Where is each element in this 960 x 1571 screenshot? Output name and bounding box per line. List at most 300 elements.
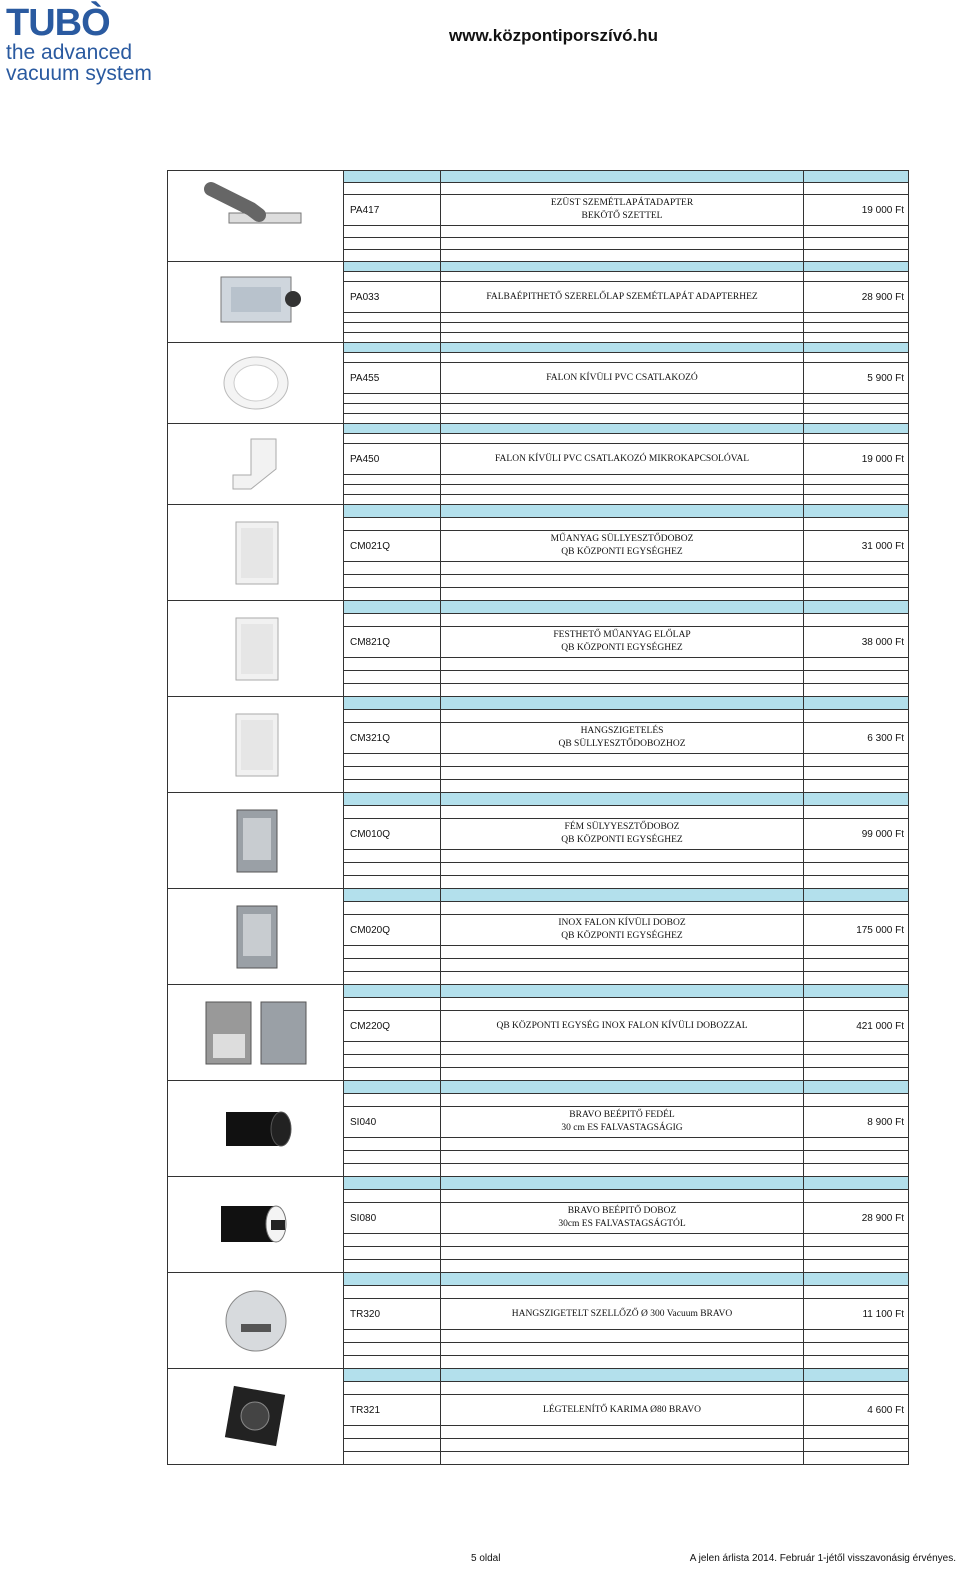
product-code: CM021Q <box>350 540 391 552</box>
product-code-cell <box>344 171 441 183</box>
logo-brand: TUBÒ <box>6 2 110 44</box>
product-code-cell <box>344 902 441 915</box>
product-code-cell <box>344 495 441 505</box>
product-name-cell <box>441 806 804 819</box>
product-name-cell <box>441 915 804 946</box>
product-name-line-1: HANGSZIGETELT SZELLŐZŐ Ø 300 Vacuum BRAVO <box>511 1308 733 1319</box>
product-name-cell <box>441 238 804 250</box>
product-name-line-2: QB KÖZPONTI EGYSÉGHEZ <box>561 547 683 557</box>
product-code-cell <box>344 819 441 850</box>
product-name-cell <box>441 1138 804 1151</box>
product-code-cell <box>344 1107 441 1138</box>
product-price-cell <box>804 1011 909 1042</box>
product-code-cell <box>344 1299 441 1330</box>
product-name-cell <box>441 394 804 404</box>
product-photo-icon <box>201 614 311 684</box>
product-name-line-1: FALON KÍVÜLI PVC CSATLAKOZÓ MIKROKAPCSOLÓVAL <box>494 453 750 464</box>
page-number: 5 oldal <box>471 1553 501 1564</box>
product-name-line-1: FESTHETŐ MŰANYAG ELŐLAP <box>553 630 691 640</box>
product-image <box>168 1081 344 1177</box>
product-name-cell <box>441 902 804 915</box>
product-code: SI080 <box>350 1212 377 1224</box>
product-price: 11 100 Ft <box>862 1308 904 1320</box>
product-name-cell <box>441 363 804 394</box>
product-code-cell <box>344 1094 441 1107</box>
product-price-cell <box>804 444 909 475</box>
product-code-cell <box>344 684 441 697</box>
product-image <box>168 171 344 262</box>
product-name-line-1: EZÜST SZEMÉTLAPÁTADAPTER <box>550 198 694 208</box>
product-image <box>168 424 344 505</box>
product-code-cell <box>344 226 441 238</box>
product-name-cell <box>441 575 804 588</box>
product-name-cell <box>441 1190 804 1203</box>
product-code-cell <box>344 1286 441 1299</box>
product-name-cell <box>441 710 804 723</box>
product-name-cell <box>441 1299 804 1330</box>
product-price-cell <box>804 723 909 754</box>
product-price-cell <box>804 195 909 226</box>
product-price-cell <box>804 658 909 671</box>
product-name-cell <box>441 767 804 780</box>
product-code-cell <box>344 1203 441 1234</box>
logo <box>6 4 156 94</box>
product-price-cell <box>804 1299 909 1330</box>
product-name-cell <box>441 485 804 495</box>
product-code-cell <box>344 1011 441 1042</box>
product-price-cell <box>804 353 909 363</box>
product-code-cell <box>344 363 441 394</box>
product-name-cell <box>441 754 804 767</box>
product-price-cell <box>804 588 909 601</box>
product-code-cell <box>344 1356 441 1369</box>
product-price-cell <box>804 363 909 394</box>
product-price-cell <box>804 1190 909 1203</box>
product-code-cell <box>344 333 441 343</box>
product-price-cell <box>804 404 909 414</box>
product-code: SI040 <box>350 1116 377 1128</box>
product-price-cell <box>804 475 909 485</box>
product-code-cell <box>344 343 441 353</box>
product-price-cell <box>804 671 909 684</box>
product-price-cell <box>804 1042 909 1055</box>
product-name-cell <box>441 226 804 238</box>
product-name-cell <box>441 250 804 262</box>
product-code-cell <box>344 658 441 671</box>
product-name-cell <box>441 985 804 998</box>
product-price: 5 900 Ft <box>867 372 904 384</box>
product-price: 8 900 Ft <box>867 1116 904 1128</box>
product-image <box>168 697 344 793</box>
product-name-cell <box>441 475 804 485</box>
product-image <box>168 505 344 601</box>
product-name-line-2: QB KÖZPONTI EGYSÉGHEZ <box>561 931 683 941</box>
product-code-cell <box>344 1369 441 1382</box>
product-name-cell <box>441 183 804 195</box>
product-code-cell <box>344 518 441 531</box>
product-name-cell <box>441 601 804 614</box>
product-name-cell <box>441 171 804 183</box>
product-price-cell <box>804 531 909 562</box>
product-code: PA455 <box>350 372 380 384</box>
product-price-cell <box>804 272 909 282</box>
product-name-cell <box>441 1107 804 1138</box>
product-code-cell <box>344 394 441 404</box>
product-photo-icon <box>201 348 311 418</box>
product-name-cell <box>441 313 804 323</box>
product-code-cell <box>344 1081 441 1094</box>
product-photo-icon <box>201 998 311 1068</box>
product-price-cell <box>804 972 909 985</box>
product-price-cell <box>804 1234 909 1247</box>
table-row <box>168 171 909 183</box>
table-row <box>168 601 909 614</box>
product-price-cell <box>804 250 909 262</box>
product-price-cell <box>804 518 909 531</box>
product-price: 6 300 Ft <box>867 732 904 744</box>
product-price-cell <box>804 424 909 434</box>
product-price-cell <box>804 806 909 819</box>
table-row <box>168 1369 909 1382</box>
product-price-cell <box>804 1356 909 1369</box>
product-photo-icon <box>201 710 311 780</box>
product-name-cell <box>441 1452 804 1465</box>
product-code-cell <box>344 313 441 323</box>
product-name-cell <box>441 1068 804 1081</box>
product-code: PA033 <box>350 291 380 303</box>
product-name-cell <box>441 1247 804 1260</box>
product-code: CM321Q <box>350 732 391 744</box>
product-code-cell <box>344 972 441 985</box>
product-price-cell <box>804 1273 909 1286</box>
product-code-cell <box>344 272 441 282</box>
product-code: PA450 <box>350 453 380 465</box>
product-price-cell <box>804 282 909 313</box>
product-photo-icon <box>201 181 311 251</box>
product-code-cell <box>344 575 441 588</box>
product-price-cell <box>804 1286 909 1299</box>
product-price-cell <box>804 1369 909 1382</box>
table-row <box>168 343 909 353</box>
product-name-cell <box>441 404 804 414</box>
product-code-cell <box>344 806 441 819</box>
product-name-cell <box>441 1203 804 1234</box>
product-code-cell <box>344 1452 441 1465</box>
product-name-cell <box>441 1426 804 1439</box>
product-price-cell <box>804 183 909 195</box>
product-photo-icon <box>201 806 311 876</box>
product-image <box>168 1273 344 1369</box>
product-code: CM010Q <box>350 828 391 840</box>
product-name-cell <box>441 444 804 475</box>
product-name-line-1: FÉM SÜLYYESZTŐDOBOZ <box>564 822 680 832</box>
product-code-cell <box>344 710 441 723</box>
product-code-cell <box>344 444 441 475</box>
product-name-cell <box>441 1356 804 1369</box>
product-code-cell <box>344 323 441 333</box>
product-code: CM020Q <box>350 924 391 936</box>
product-code-cell <box>344 353 441 363</box>
website-url: www.központiporszívó.hu <box>449 26 659 45</box>
product-price-cell <box>804 171 909 183</box>
product-name-cell <box>441 323 804 333</box>
product-price-cell <box>804 1343 909 1356</box>
table-row <box>168 505 909 518</box>
product-price-cell <box>804 697 909 710</box>
product-image <box>168 1369 344 1465</box>
product-name-cell <box>441 1094 804 1107</box>
product-code-cell <box>344 588 441 601</box>
product-price-cell <box>804 562 909 575</box>
product-photo-icon <box>201 1382 311 1452</box>
product-code-cell <box>344 754 441 767</box>
product-price-cell <box>804 1439 909 1452</box>
table-row <box>168 793 909 806</box>
table-row <box>168 985 909 998</box>
product-price: 175 000 Ft <box>856 924 904 936</box>
table-row <box>168 1081 909 1094</box>
product-code-cell <box>344 1138 441 1151</box>
product-name-cell <box>441 195 804 226</box>
product-price-cell <box>804 946 909 959</box>
product-name-line-2: 30 cm ES FALVASTAGSÁGIG <box>561 1123 683 1133</box>
product-code-cell <box>344 1177 441 1190</box>
product-price-cell <box>804 1395 909 1426</box>
product-name-cell <box>441 272 804 282</box>
product-price-cell <box>804 902 909 915</box>
product-name-cell <box>441 1273 804 1286</box>
product-name-cell <box>441 684 804 697</box>
product-price-cell <box>804 485 909 495</box>
product-price-cell <box>804 876 909 889</box>
product-price-cell <box>804 998 909 1011</box>
product-name-cell <box>441 531 804 562</box>
product-code-cell <box>344 485 441 495</box>
product-photo-icon <box>201 1286 311 1356</box>
product-code-cell <box>344 876 441 889</box>
product-name-line-1: BRAVO BEÉPITŐ FEDÉL <box>569 1110 675 1120</box>
product-name-line-2: BEKÖTŐ SZETTEL <box>581 211 663 221</box>
product-name-cell <box>441 1369 804 1382</box>
product-price-cell <box>804 850 909 863</box>
product-code-cell <box>344 1164 441 1177</box>
product-name-cell <box>441 414 804 424</box>
product-price-cell <box>804 1203 909 1234</box>
product-name-line-1: QB KÖZPONTI EGYSÉG INOX FALON KÍVÜLI DOBOZZAL <box>496 1020 748 1031</box>
product-name-cell <box>441 1042 804 1055</box>
product-name-cell <box>441 946 804 959</box>
product-name-cell <box>441 863 804 876</box>
product-price-cell <box>804 333 909 343</box>
product-image <box>168 793 344 889</box>
product-image <box>168 889 344 985</box>
product-name-line-2: QB SÜLLYESZTŐDOBOZHOZ <box>558 739 686 749</box>
product-name-cell <box>441 282 804 313</box>
product-code-cell <box>344 1055 441 1068</box>
product-code-cell <box>344 183 441 195</box>
logo-tagline-2: vacuum system <box>6 62 152 85</box>
product-price-cell <box>804 1452 909 1465</box>
product-code: CM821Q <box>350 636 391 648</box>
logo-tagline-1: the advanced <box>6 41 133 64</box>
product-price-cell <box>804 793 909 806</box>
product-name-cell <box>441 1234 804 1247</box>
product-price-cell <box>804 1426 909 1439</box>
product-price-cell <box>804 915 909 946</box>
product-code-cell <box>344 1260 441 1273</box>
product-price-cell <box>804 1177 909 1190</box>
product-code-cell <box>344 863 441 876</box>
product-photo-icon <box>201 267 311 337</box>
product-name-cell <box>441 1260 804 1273</box>
product-code-cell <box>344 1273 441 1286</box>
product-name-cell <box>441 343 804 353</box>
product-image <box>168 262 344 343</box>
product-name-cell <box>441 627 804 658</box>
product-code-cell <box>344 767 441 780</box>
table-row <box>168 262 909 272</box>
product-name-cell <box>441 424 804 434</box>
product-name-cell <box>441 889 804 902</box>
product-price-cell <box>804 754 909 767</box>
product-photo-icon <box>201 1190 311 1260</box>
product-code-cell <box>344 1439 441 1452</box>
product-price-cell <box>804 1138 909 1151</box>
product-code-cell <box>344 985 441 998</box>
product-name-cell <box>441 819 804 850</box>
product-code-cell <box>344 414 441 424</box>
product-table <box>167 170 909 1465</box>
product-name-cell <box>441 518 804 531</box>
product-photo-icon <box>201 429 311 499</box>
product-code-cell <box>344 404 441 414</box>
product-image <box>168 985 344 1081</box>
product-price-cell <box>804 710 909 723</box>
product-price-cell <box>804 226 909 238</box>
product-code-cell <box>344 195 441 226</box>
product-price-cell <box>804 614 909 627</box>
product-name-cell <box>441 658 804 671</box>
product-code-cell <box>344 793 441 806</box>
product-code-cell <box>344 1151 441 1164</box>
product-price-cell <box>804 1055 909 1068</box>
product-name-cell <box>441 1011 804 1042</box>
product-image <box>168 343 344 424</box>
product-price-cell <box>804 394 909 404</box>
product-code-cell <box>344 1426 441 1439</box>
product-price: 28 900 Ft <box>861 291 904 303</box>
product-code-cell <box>344 1068 441 1081</box>
product-photo-icon <box>201 1094 311 1164</box>
product-code-cell <box>344 697 441 710</box>
product-name-line-1: HANGSZIGETELÉS <box>580 726 664 736</box>
product-price-cell <box>804 414 909 424</box>
product-code-cell <box>344 250 441 262</box>
product-price-cell <box>804 819 909 850</box>
product-name-cell <box>441 353 804 363</box>
product-price-cell <box>804 495 909 505</box>
product-price-cell <box>804 889 909 902</box>
table-row <box>168 1273 909 1286</box>
product-name-cell <box>441 998 804 1011</box>
product-code-cell <box>344 424 441 434</box>
product-name-cell <box>441 972 804 985</box>
product-name-cell <box>441 876 804 889</box>
product-price-cell <box>804 959 909 972</box>
table-row <box>168 424 909 434</box>
product-name-line-1: LÉGTELENÍTŐ KARIMA Ø80 BRAVO <box>543 1404 701 1415</box>
product-name-cell <box>441 495 804 505</box>
product-price-cell <box>804 985 909 998</box>
product-code-cell <box>344 1042 441 1055</box>
table-row <box>168 1177 909 1190</box>
product-price: 38 000 Ft <box>861 636 904 648</box>
product-price-cell <box>804 863 909 876</box>
product-code-cell <box>344 475 441 485</box>
product-price-cell <box>804 780 909 793</box>
product-name-line-1: FALBAÉPITHETŐ SZERELŐLAP SZEMÉTLAPÁT ADAPTERHEZ <box>486 291 758 302</box>
product-price: 19 000 Ft <box>861 453 904 465</box>
product-name-cell <box>441 614 804 627</box>
product-name-cell <box>441 850 804 863</box>
product-name-cell <box>441 1330 804 1343</box>
product-name-cell <box>441 697 804 710</box>
product-code-cell <box>344 1343 441 1356</box>
product-price-cell <box>804 1382 909 1395</box>
product-name-cell <box>441 959 804 972</box>
product-name-cell <box>441 671 804 684</box>
product-name-cell <box>441 1382 804 1395</box>
product-code-cell <box>344 601 441 614</box>
product-name-line-1: FALON KÍVÜLI PVC CSATLAKOZÓ <box>546 372 698 383</box>
product-code-cell <box>344 998 441 1011</box>
product-code-cell <box>344 1190 441 1203</box>
product-code-cell <box>344 1395 441 1426</box>
product-code-cell <box>344 1382 441 1395</box>
product-price-cell <box>804 434 909 444</box>
product-name-cell <box>441 1055 804 1068</box>
product-name-cell <box>441 1164 804 1177</box>
product-name-cell <box>441 434 804 444</box>
product-price-cell <box>804 1151 909 1164</box>
product-name-cell <box>441 1177 804 1190</box>
product-price-cell <box>804 262 909 272</box>
product-price: 28 900 Ft <box>861 1212 904 1224</box>
product-price: 421 000 Ft <box>856 1020 904 1032</box>
product-name-cell <box>441 780 804 793</box>
product-price-cell <box>804 1068 909 1081</box>
product-name-line-2: QB KÖZPONTI EGYSÉGHEZ <box>561 643 683 653</box>
product-price: 31 000 Ft <box>861 540 904 552</box>
table-row <box>168 697 909 710</box>
product-code-cell <box>344 889 441 902</box>
product-price: 99 000 Ft <box>861 828 904 840</box>
product-photo-icon <box>201 518 311 588</box>
product-price-cell <box>804 575 909 588</box>
product-code-cell <box>344 1330 441 1343</box>
product-code-cell <box>344 282 441 313</box>
product-price-cell <box>804 767 909 780</box>
product-photo-icon <box>201 902 311 972</box>
table-row <box>168 889 909 902</box>
product-name-cell <box>441 505 804 518</box>
product-image <box>168 601 344 697</box>
product-code-cell <box>344 723 441 754</box>
product-price-cell <box>804 313 909 323</box>
product-code-cell <box>344 1234 441 1247</box>
product-code: PA417 <box>350 204 380 216</box>
validity-note: A jelen árlista 2014. Február 1-jétől visszavonásig érvényes. <box>689 1553 956 1564</box>
